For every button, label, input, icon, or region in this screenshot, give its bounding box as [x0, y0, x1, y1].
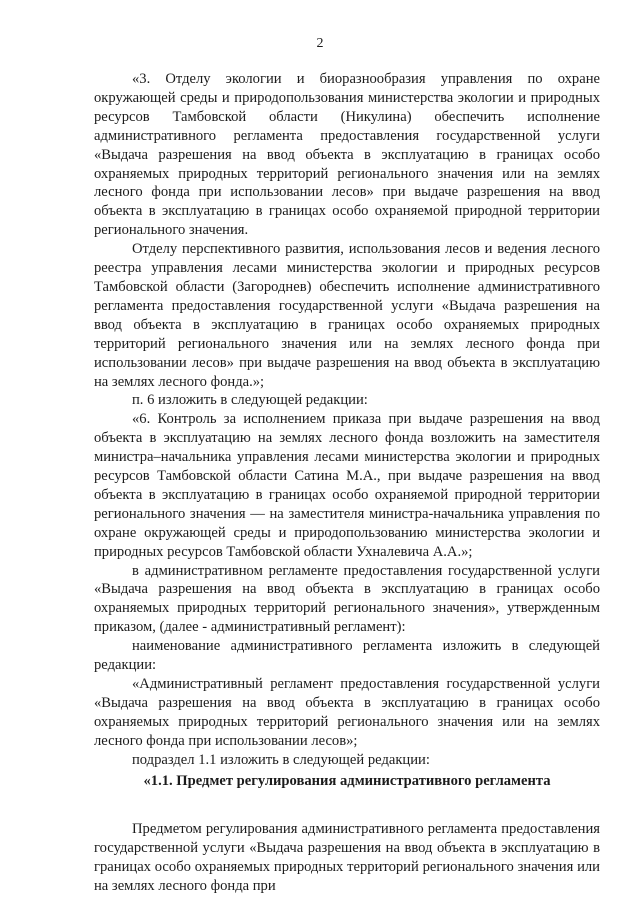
page-number: 2 [316, 36, 324, 51]
section-heading: «1.1. Предмет регулирования административного регламента [143, 772, 551, 789]
paragraph-regulation-intro: в административном регламенте предоставления государственной услуги «Выдача разрешения на ввод объекта в эксплуатацию в границах особо охраняемых природных территорий регионального значения», утвержденным приказом, (далее - административный регламент): [94, 562, 600, 636]
paragraph-item-6: «6. Контроль за исполнением приказа при выдаче разрешения на ввод объекта в эксплуатацию на землях лесного фонда возложить на заместителя министра–начальника управления лесами министерства экологии и природных ресурсов Тамбовской области Сатина М.А., при выдаче разрешения на ввод объекта в эксплуатацию в границах особо охраняемой природной территории регионального значения — на заместителя министра-начальника управления по охране окружающей среды и природопользованию министерства экологии и природных ресурсов Тамбовской области Ухналевича А.А.»; [94, 411, 600, 560]
paragraph-subsection-intro: подраздел 1.1 изложить в следующей редакции: [132, 751, 430, 768]
paragraph-item-6-intro: п. 6 изложить в следующей редакции: [132, 392, 368, 409]
paragraph-item-3: «3. Отделу экологии и биоразнообразия управления по охране окружающей среды и природопользования министерства экологии и природных ресурсов Тамбовской области (Никулина) обеспечить исполнение административного регламента предоставления государственной услуги «Выдача разрешения на ввод объекта в эксплуатацию в границах особо охраняемых природных территорий регионального значения или на землях лесного фонда при использовании лесов» при выдаче разрешения на ввод объекта в эксплуатацию в границах особо охраняемой природной территории регионального значения. [94, 71, 600, 239]
paragraph-regulation-title: «Административный регламент предоставления государственной услуги «Выдача разрешения на ввод объекта в эксплуатацию в границах особо охраняемых природных территорий регионального значения или на землях лесного фонда при использовании лесов»; [94, 676, 600, 749]
paragraph-name-change: наименование административного регламента изложить в следующей редакции: [94, 638, 600, 674]
paragraph-subject: Предметом регулирования административного регламента предоставления государственной услуги «Выдача разрешения на ввод объекта в эксплуатацию в границах особо охраняемых природных территорий регионального значения или на землях лесного фонда при [94, 821, 600, 895]
paragraph-forest-registry: Отделу перспективного развития, использования лесов и ведения лесного реестра управления лесами министерства экологии и природных ресурсов Тамбовской области (Загороднев) обеспечить исполнение административного регламента предоставления государственной услуги «Выдача разрешения на ввод объекта в эксплуатацию в границах особо охраняемых природных территорий регионального значения или на землях лесного фонда при использовании лесов» при выдаче разрешения на ввод объекта в эксплуатацию на землях лесного фонда.»; [94, 241, 600, 390]
document-body [94, 70, 600, 896]
